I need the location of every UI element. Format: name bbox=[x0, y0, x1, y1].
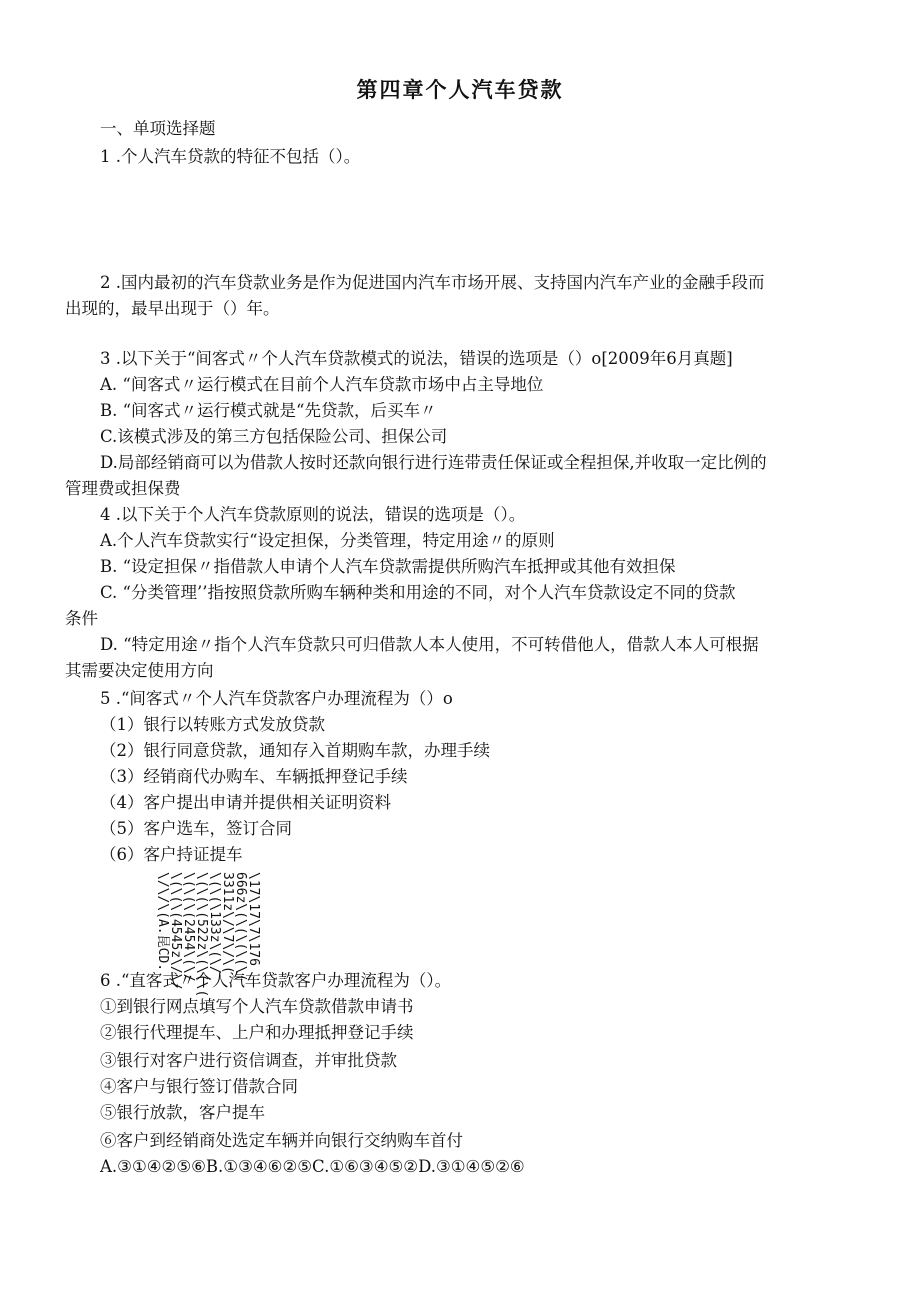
question-5-step: （5）客户选车，签订合同 bbox=[100, 819, 292, 838]
question-5-step: （4）客户提出申请并提供相关证明资料 bbox=[100, 793, 391, 812]
question-4-option-c-line-1: C. “分类管理’’指按照贷款所购车辆种类和用途的不同，对个人汽车贷款设定不同的贷款 bbox=[100, 583, 736, 602]
page-title: 第四章个人汽车贷款 bbox=[356, 77, 564, 102]
garbled-line: \(\(\(522z\(\(\( bbox=[194, 872, 209, 998]
question-3-option-c: C.该模式涉及的第三方包括保险公司、担保公司 bbox=[100, 427, 448, 446]
question-3-option-a: A. “间客式〃运行模式在目前个人汽车贷款市场中占主导地位 bbox=[100, 375, 544, 394]
garbled-line: \(\(\(2454\(\/ bbox=[181, 872, 196, 982]
question-5-step: （3）经销商代办购车、车辆抵押登记手续 bbox=[100, 767, 408, 786]
question-2-line-1: 2 .国内最初的汽车贷款业务是作为促进国内汽车市场开展、支持国内汽车产业的金融手段而 bbox=[100, 273, 765, 292]
garbled-line: \/\/\(A.昆CD. bbox=[155, 872, 170, 972]
question-6-step: ②银行代理提车、上户和办理抵押登记手续 bbox=[100, 1023, 414, 1042]
question-4-option-d-line-2: 其需要决定使用方向 bbox=[65, 661, 214, 680]
question-4-option-a: A.个人汽车贷款实行“设定担保，分类管理，特定用途〃的原则 bbox=[100, 531, 555, 550]
question-3: 3 .以下关于“间客式〃个人汽车贷款模式的说法，错误的选项是（）o[2009年6月真题] bbox=[100, 349, 733, 368]
question-5: 5 .“间客式〃个人汽车贷款客户办理流程为（）o bbox=[100, 689, 453, 708]
question-6-step: ③银行对客户进行资信调查，并审批贷款 bbox=[100, 1051, 397, 1070]
question-5-garbled-options bbox=[155, 872, 261, 998]
question-6-step: ⑥客户到经销商处选定车辆并向银行交纳购车首付 bbox=[100, 1131, 463, 1150]
question-4-option-d-line-1: D. “特定用途〃指个人汽车贷款只可归借款人本人使用，不可转借他人，借款人本人可根据 bbox=[100, 635, 759, 654]
garbled-line: \(\(\133z\(\/ bbox=[207, 872, 222, 974]
question-6-step: ①到银行网点填写个人汽车贷款借款申请书 bbox=[100, 997, 414, 1016]
section-heading: 一、单项选择题 bbox=[100, 119, 216, 138]
garbled-line: \17\17\7\176 bbox=[246, 872, 261, 966]
question-1: 1 .个人汽车贷款的特征不包括（）。 bbox=[100, 147, 361, 166]
garbled-line: 666z\(\(\(\(\( bbox=[233, 872, 248, 982]
question-2-line-2: 出现的，最早出现于（）年。 bbox=[65, 299, 280, 318]
question-3-option-d-line-2: 管理费或担保费 bbox=[65, 479, 181, 498]
question-6: 6 .“直客式〃个人汽车贷款客户办理流程为（）。 bbox=[100, 971, 452, 990]
question-3-option-d-line-1: D.局部经销商可以为借款人按时还款向银行进行连带责任保证或全程担保,并收取一定比例的 bbox=[100, 453, 767, 472]
question-6-step: ⑤银行放款，客户提车 bbox=[100, 1103, 265, 1122]
question-5-step: （2）银行同意贷款，通知存入首期购车款，办理手续 bbox=[100, 741, 490, 760]
garbled-line: 3311z\/\7\/\( bbox=[220, 872, 235, 974]
question-4-option-b: B. “设定担保〃指借款人申请个人汽车贷款需提供所购汽车抵押或其他有效担保 bbox=[100, 557, 676, 576]
question-3-option-b: B. “间客式〃运行模式就是“先贷款，后买车〃 bbox=[100, 401, 437, 420]
question-5-step: （6）客户持证提车 bbox=[100, 845, 243, 864]
question-4: 4 .以下关于个人汽车贷款原则的说法，错误的选项是（）。 bbox=[100, 505, 526, 524]
garbled-line: \(\(\(4545z\/\/ bbox=[168, 872, 183, 990]
question-4-option-c-line-2: 条件 bbox=[65, 609, 98, 628]
question-5-step: （1）银行以转账方式发放贷款 bbox=[100, 715, 325, 734]
question-6-step: ④客户与银行签订借款合同 bbox=[100, 1077, 298, 1096]
question-6-options: A.③①④②⑤⑥B.①③④⑥②⑤C.①⑥③④⑤②D.③①④⑤②⑥ bbox=[100, 1157, 525, 1176]
